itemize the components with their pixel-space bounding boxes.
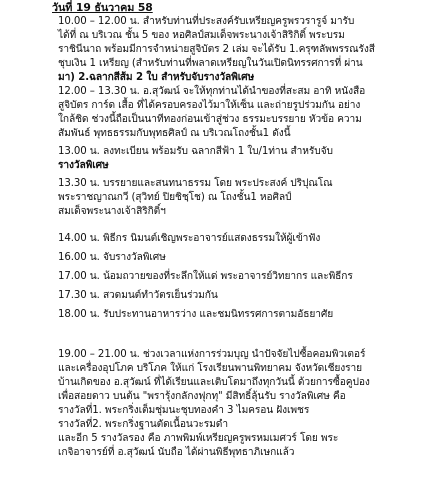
schedule-line: ได้ที่ ณ บริเวณ ชั้น 5 ของ หอศิลป์สมเด็จพระนางเจ้าสิริกิติ์ พระบรม <box>58 30 345 41</box>
schedule-line: 13.30 น. บรรยายและสนทนาธรรม โดย พระประสงค์ ปริปุณโณ <box>58 178 333 189</box>
schedule-line: รางวัลที่2. พระกริ่งฐานตัดเนื้อนวะรมดำ <box>58 419 228 430</box>
schedule-line: 17.00 น. น้อมถวายของที่ระลึกให้แด่ พระอาจารย์วิทยากร และพิธีกร <box>58 271 353 282</box>
schedule-line: รางวัลพิเศษ <box>58 160 109 171</box>
schedule-line: ใกล้ชิด ช่วงนี้ถือเป็นนาทีทองก่อนเข้าสู่ช่วง ธรรมะบรรยาย หัวข้อ ความ <box>58 114 362 125</box>
schedule-line: สูจิบัตร การ์ด เสื้อ ที่ได้ครอบครองไว้มาให้เซ็น และถ่ายรูปร่วมกัน อย่าง <box>58 100 361 111</box>
schedule-line-orange-ticket: มา) 2.ฉลากสีส้ม 2 ใบ สำหรับจับรางวัลพิเศษ <box>58 72 255 83</box>
schedule-line: 18.00 น. รับประทานอาหารว่าง และชมนิทรรศการตามอัธยาศัย <box>58 309 334 320</box>
schedule-line: ราชินีนาถ พร้อมมีการจำหน่ายสูจิบัตร 2 เล่ม จะได้รับ 1.ครุฑลัพพรรณรังสี <box>58 44 375 55</box>
schedule-line: 16.00 น. จับรางวัลพิเศษ <box>58 252 166 263</box>
schedule-line: และเครื่องอุปโภค บริโภค ให้แก่ โรงเรียนพานพิทยาคม จังหวัดเชียงราย <box>58 363 363 374</box>
schedule-line: 10.00 – 12.00 น. สำหรับท่านที่ประสงค์รับเหรียญครูพรวรารูจ์ มารับ <box>58 16 355 27</box>
schedule-line-registration: 13.00 น. ลงทะเบียน พร้อมรับ ฉลากสีฟ้า 1 ใบ/1ท่าน สำหรับจับ <box>58 146 333 157</box>
schedule-line: เพื่อสอยดาว บนต้น "พรารุ้งกลักงฟุกทุ" มีสิทธิ์ลุ้นรับ รางวัลพิเศษ คือ <box>58 391 346 402</box>
schedule-line: และอีก 5 รางวัลรอง คือ ภาพพิมพ์เหรียญครูพรหมเมศวร์ โดย พระ <box>58 433 339 444</box>
schedule-line: เกจิอาจารย์ที่ อ.สุวัฒน์ นับถือ ได้ผ่านพิธีพุทธาภิเษกแล้ว <box>58 447 295 458</box>
schedule-line: 12.00 – 13.30 น. อ.สุวัฒน์ จะให้ทุกท่านได้นำของที่สะสม อาทิ หนังสือ <box>58 86 366 97</box>
schedule-line: ชุบเงิน 1 เหรียญ (สำหรับท่านที่พลาดเหรียญในวันเปิดนิทรรศการที่ ผ่าน <box>58 58 363 69</box>
schedule-line: รางวัลที่1. พระกริ่งเต็มชุ่มนะชุบทองคำ 3 ไมครอน ฝังเพชร <box>58 405 310 416</box>
schedule-date-heading: วันที่ 19 ธันวาคม 58 <box>52 1 153 14</box>
schedule-line: 14.00 น. พิธีกร นิมนต์เชิญพระอาจารย์แสดงธรรมให้ผู้เข้าฟัง <box>58 233 321 244</box>
schedule-line: 17.30 น. สวดมนต์ทำวัตรเย็นร่วมกัน <box>58 290 218 301</box>
schedule-line: 19.00 – 21.00 น. ช่วงเวลาแห่งการร่วมบุญ นำปัจจัยไปซื้อคอมพิวเตอร์ <box>58 349 366 360</box>
schedule-line: พระราชญาณกวี (สุวิทย์ ปิยชิชฺโช) ณ โถงชั้น1 หอศิลป์ <box>58 192 292 203</box>
schedule-line: สมเด็จพระนางเจ้าสิริกิติ์ฯ <box>58 206 166 217</box>
schedule-line: สัมพันธ์ พุทธธรรมกับพุทธศิลป์ ณ บริเวณโถงชั้น1 ดังนี้ <box>58 128 291 139</box>
schedule-line: บ้านเกิดของ อ.สุวัฒน์ ที่ได้เรียนและเติบโตมาถึงทุกวันนี้ ด้วยการซื้อคูปอง <box>58 377 370 388</box>
